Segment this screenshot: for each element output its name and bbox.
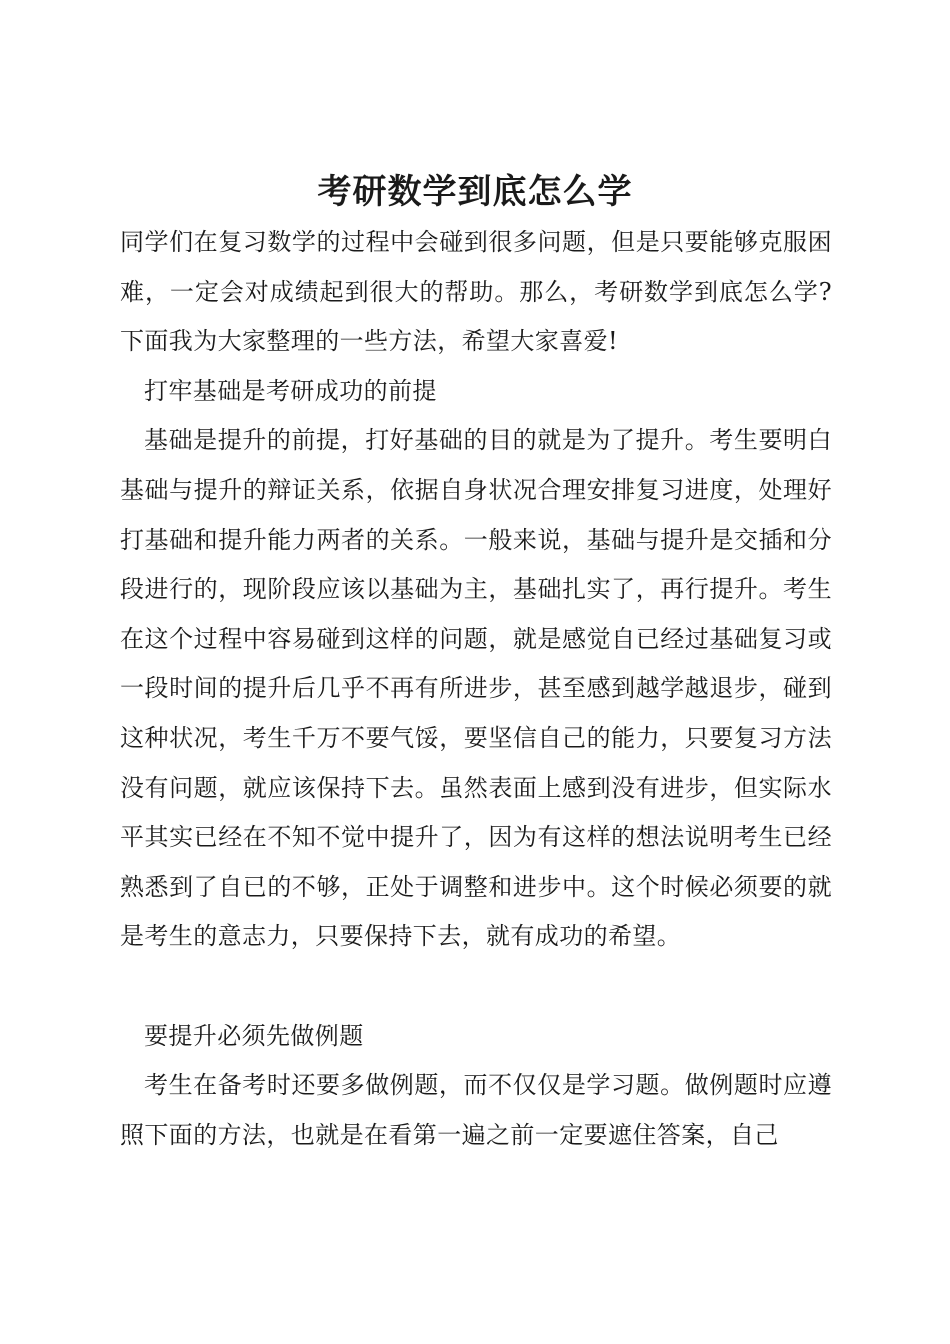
- intro-paragraph: 同学们在复习数学的过程中会碰到很多问题，但是只要能够克服困难，一定会对成绩起到很大的帮助。那么，考研数学到底怎么学?下面我为大家整理的一些方法，希望大家喜爱!: [120, 228, 832, 356]
- section-heading-examples: 要提升必须先做例题: [144, 1021, 364, 1050]
- document-body: [120, 218, 832, 1160]
- document-title: 考研数学到底怎么学: [317, 171, 633, 212]
- section-body-examples: 考生在备考时还要多做例题，而不仅仅是学习题。做例题时应遵照下面的方法，也就是在看第一遍之前一定要遮住答案，自己: [120, 1071, 832, 1149]
- section-heading-foundation: 打牢基础是考研成功的前提: [144, 376, 437, 405]
- section-body-foundation: 基础是提升的前提，打好基础的目的就是为了提升。考生要明白基础与提升的辩证关系，依据自身状况合理安排复习进度，处理好打基础和提升能力两者的关系。一般来说，基础与提升是交插和分段进行的，现阶段应该以基础为主，基础扎实了，再行提升。考生在这个过程中容易碰到这样的问题，就是感觉自已经过基础复习或一段时间的提升后几乎不再有所进步，甚至感到越学越退步，碰到这种状况，考生千万不要气馁，要坚信自己的能力，只要复习方法没有问题，就应该保持下去。虽然表面上感到没有进步，但实际水平其实已经在不知不觉中提升了，因为有这样的想法说明考生已经熟悉到了自已的不够，正处于调整和进步中。这个时候必须要的就是考生的意志力，只要保持下去，就有成功的希望。: [120, 426, 832, 951]
- paragraph-gap: [120, 962, 832, 1012]
